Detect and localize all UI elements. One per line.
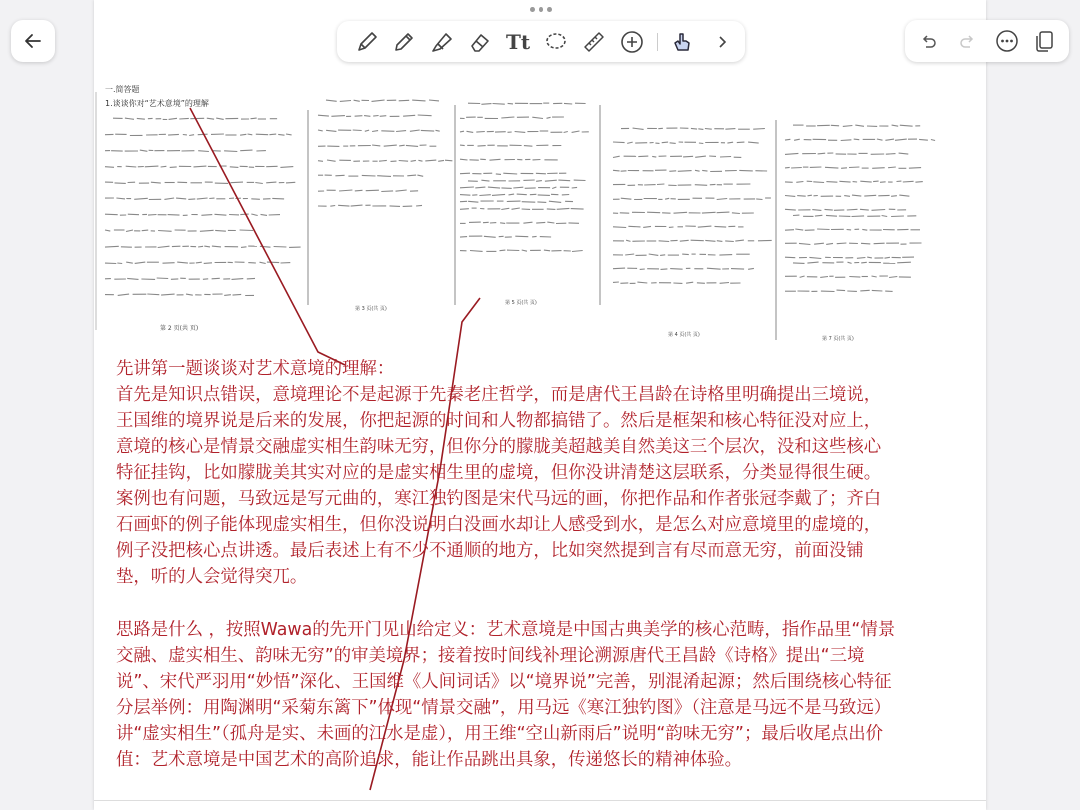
pencil-tool[interactable]	[389, 27, 419, 57]
undo-button[interactable]	[913, 26, 943, 56]
drag-handle[interactable]	[530, 7, 552, 13]
highlighter-tool[interactable]	[427, 27, 457, 57]
more-icon	[994, 28, 1020, 54]
redo-icon	[958, 31, 978, 51]
chevron-right-icon	[712, 32, 732, 52]
drawing-toolbar	[337, 21, 745, 62]
feedback-line: 值：艺术意境是中国艺术的高阶追求，能让作品跳出具象，传递悠长的精神体验。	[116, 750, 743, 770]
history-toolbar	[905, 20, 1069, 62]
sheet-footer: 第 2 页(共 页)	[160, 325, 199, 332]
redo-button[interactable]	[953, 26, 983, 56]
back-arrow-icon	[23, 31, 43, 51]
pencil-icon	[391, 29, 417, 55]
touch-tool[interactable]	[667, 27, 697, 57]
toolbar-expand[interactable]	[707, 27, 737, 57]
feedback-line: 垫，听的人会觉得突兀。	[116, 567, 308, 587]
add-tool[interactable]	[617, 27, 647, 57]
feedback-line: 思路是什么 ，按照Wawa的先开门见山给定义：艺术意境是中国古典美学的核心范畴，指作品里“情景	[116, 620, 896, 640]
undo-icon	[918, 31, 938, 51]
pen-tool[interactable]	[352, 27, 382, 57]
eraser-tool[interactable]	[465, 27, 495, 57]
pen-icon	[354, 29, 380, 55]
back-button[interactable]	[11, 20, 55, 62]
sheet-footer: 第 3 页(共 页)	[355, 306, 387, 312]
feedback-paragraph-1	[116, 356, 881, 590]
text-tool[interactable]	[503, 27, 533, 57]
highlighter-icon	[429, 29, 455, 55]
text-icon: Tt	[505, 30, 531, 54]
lasso-icon	[543, 29, 569, 55]
feedback-line: 先讲第一题谈谈对艺术意境的理解：	[116, 359, 395, 379]
feedback-line: 首先是知识点错误，意境理论不是起源于先秦老庄哲学，而是唐代王昌龄在诗格里明确提出三境说，	[116, 385, 882, 405]
feedback-line: 意境的核心是情景交融虚实相生韵味无穷，但你分的朦胧美超越美自然美这三个层次，没和这些核心	[116, 437, 882, 457]
sheet-footer: 第 7 页(共 页)	[822, 336, 854, 342]
sheet-question: 1.谈谈你对“艺术意境”的理解	[105, 99, 209, 108]
sheet-footer: 第 4 页(共 页)	[668, 332, 700, 338]
feedback-line: 石画虾的例子能体现虚实相生，但你没说明白没画水却让人感受到水，是怎么对应意境里的虚境的，	[116, 515, 882, 535]
lasso-tool[interactable]	[541, 27, 571, 57]
feedback-paragraph-2	[116, 617, 895, 773]
feedback-line: 说”、宋代严羽用“妙悟”深化、王国维《人间词话》以“境界说”完善，别混淆起源；然后围绕核心特征	[116, 672, 892, 692]
feedback-line: 王国维的境界说是后来的发展，你把起源的时间和人物都搞错了。然后是框架和核心特征没对应上，	[116, 411, 882, 431]
more-button[interactable]	[992, 26, 1022, 56]
eraser-icon	[467, 29, 493, 55]
ruler-tool[interactable]	[579, 27, 609, 57]
ruler-icon	[581, 29, 607, 55]
pages-button[interactable]	[1030, 26, 1060, 56]
feedback-line: 分层举例：用陶渊明“采菊东篱下”体现“情景交融”，用马远《寒江独钓图》（注意是马远不是马致远）	[116, 698, 892, 718]
toolbar-separator	[657, 33, 658, 51]
feedback-line: 交融、虚实相生、韵味无穷”的审美境界；接着按时间线补理论溯源唐代王昌龄《诗格》提出“三境	[116, 646, 865, 666]
add-icon	[619, 29, 645, 55]
sheet-title: 一.简答题	[105, 85, 140, 94]
hand-touch-icon	[669, 29, 695, 55]
feedback-line: 讲“虚实相生”（孤舟是实、未画的江水是虚），用王维“空山新雨后”说明“韵味无穷”；最后收尾点出价	[116, 724, 884, 744]
page-divider	[94, 800, 986, 801]
pages-icon	[1032, 28, 1058, 54]
sheet-footer: 第 5 页(共 页)	[505, 300, 537, 306]
feedback-line: 例子没把核心点讲透。最后表述上有不少不通顺的地方，比如突然提到言有尽而意无穷，前面没铺	[116, 541, 864, 561]
feedback-line: 特征挂钩，比如朦胧美其实对应的是虚实相生里的虚境，但你没讲清楚这层联系，分类显得很生硬。	[116, 463, 882, 483]
feedback-line: 案例也有问题，马致远是写元曲的，寒江独钓图是宋代马远的画，你把作品和作者张冠李戴了；齐白	[116, 489, 882, 509]
